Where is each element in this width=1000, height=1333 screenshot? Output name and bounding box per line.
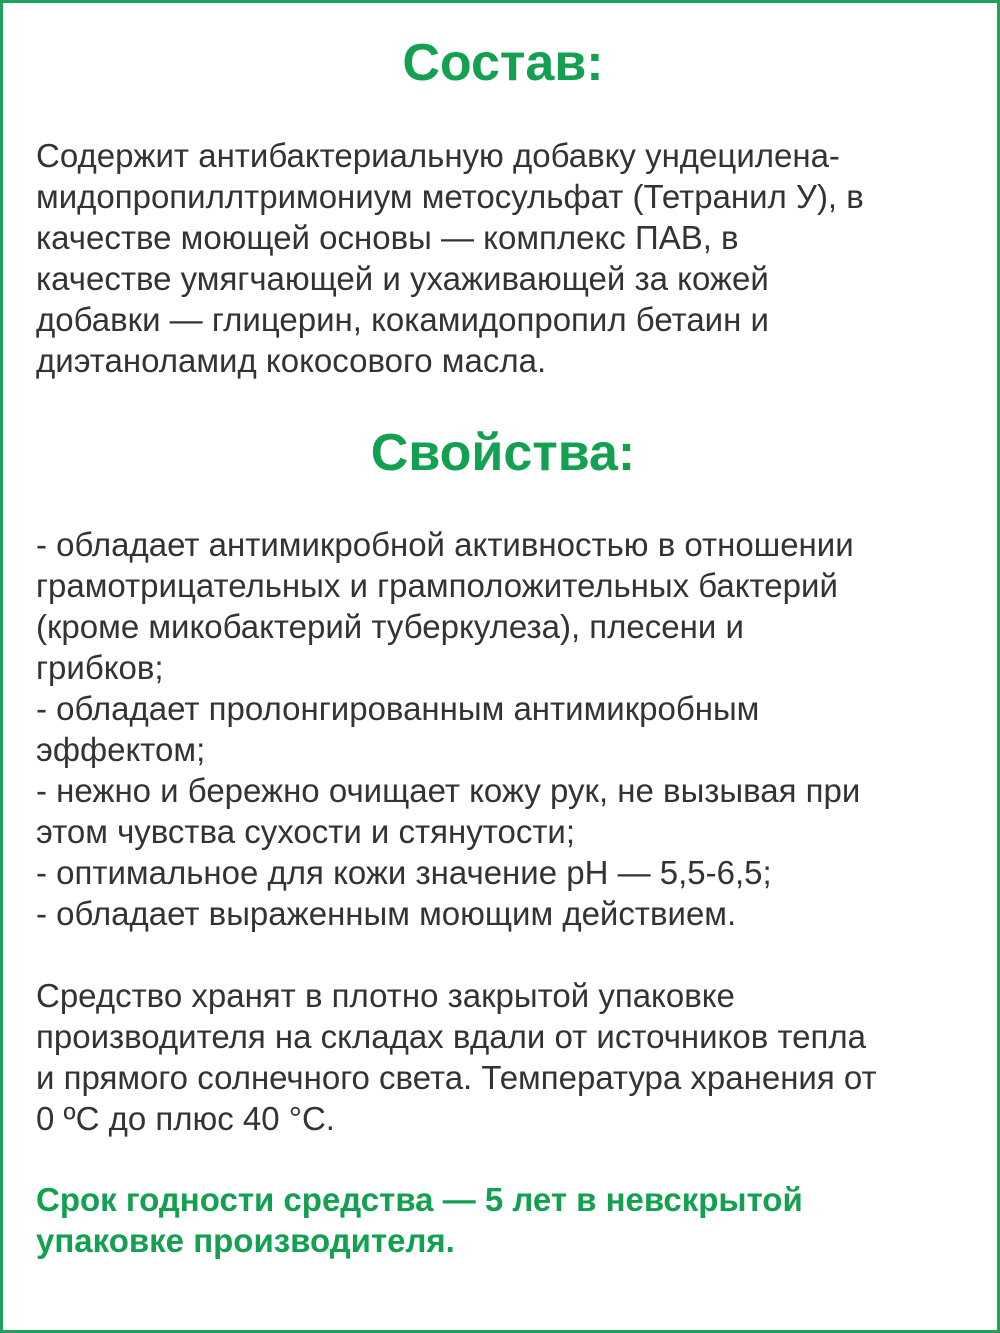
composition-text: Содержит антибактериальную добавку ундецилена- мидопропиллтримониум метосульфат (Тетранил У), в качестве моющей основы — комплекс ПАВ, в качестве умягчающей и ухаживающей за кожей добавки — глицерин, кокамидопропил бетаин и диэтаноламид кокосового масла. (36, 137, 864, 379)
shelf-life-text: Срок годности средства — 5 лет в невскрытой упаковке производителя. (36, 1181, 803, 1259)
properties-list: - обладает антимикробной активностью в отношении грамотрицательных и грамположительных бактерий (кроме микобактерий туберкулеза), плесени и грибков; - обладает пролонгированным антимикробным эффектом; - нежно и бережно очищает кожу рук, не вызывая при этом чувства сухости и стянутости; - оптимальное для кожи значение pH — 5,5-6,5; - обладает выраженным моющим действием. (36, 526, 861, 932)
storage-conditions-text: Средство хранят в плотно закрытой упаковке производителя на складах вдали от источников тепла и прямого солнечного света. Температура хранения от 0 ºС до плюс 40 °С. (36, 977, 877, 1137)
properties-heading: Свойства: (370, 424, 636, 482)
composition-heading: Состав: (402, 34, 604, 92)
